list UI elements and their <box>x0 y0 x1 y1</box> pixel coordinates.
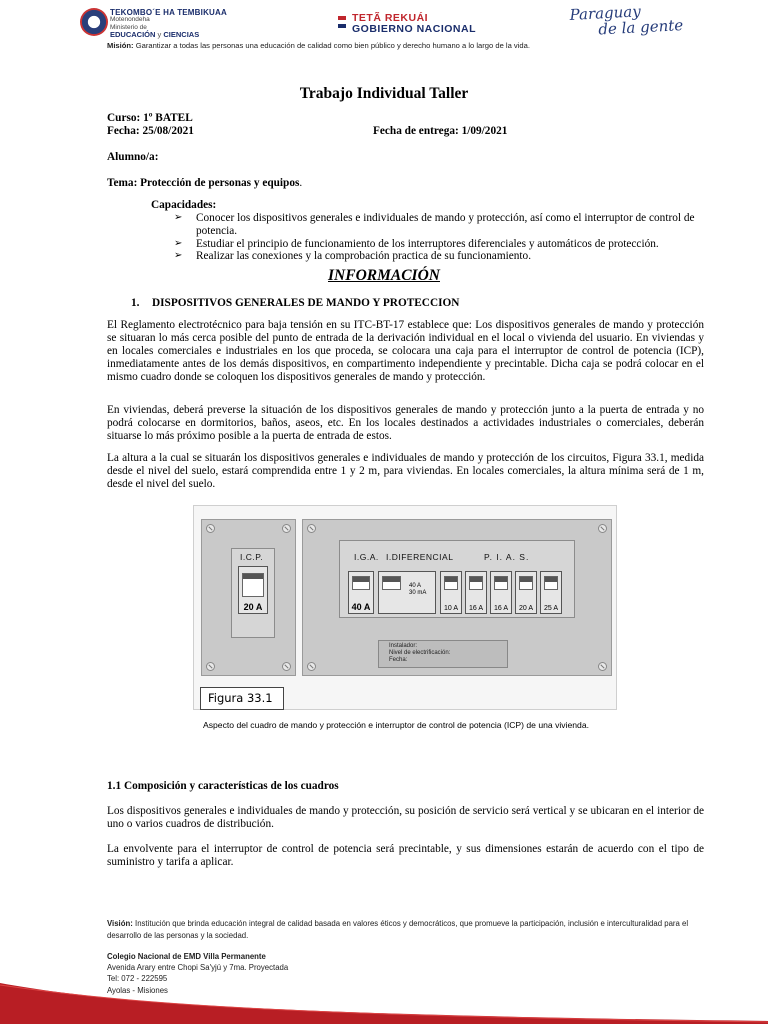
org-line-4-a: EDUCACIÓN <box>110 30 156 39</box>
idif-values <box>409 583 435 597</box>
gov-line-1: TETÃ REKUÁI <box>352 12 429 24</box>
iga-label: I.G.A. <box>354 552 379 562</box>
screw-icon <box>307 662 316 671</box>
pia-value: 16 A <box>468 605 483 612</box>
pia-breaker <box>440 571 462 614</box>
mision-label: Misión: <box>107 41 134 50</box>
brand-line-1: Paraguay <box>569 2 642 24</box>
org-line-1: TEKOMBO´E HA TEMBIKUAA <box>110 8 227 17</box>
idif-value-1: 40 A <box>409 583 422 589</box>
screw-icon <box>206 662 215 671</box>
pias-label: P. I. A. S. <box>484 552 530 562</box>
arrow-bullet-icon: ➢ <box>174 237 183 249</box>
breaker-switch-icon <box>444 576 458 590</box>
school-phone: Tel: 072 - 222595 <box>107 974 168 984</box>
icp-value: 20 A <box>243 602 263 612</box>
icp-label: I.C.P. <box>240 552 264 562</box>
alumno-line: Alumno/a: <box>107 151 159 163</box>
section-1-1-heading: 1.1 Composición y características de los cuadros <box>107 780 339 792</box>
red-swoosh-decoration <box>0 975 768 1024</box>
flag-icon <box>338 16 346 28</box>
section-1-heading <box>131 297 459 309</box>
ministry-logo-text <box>110 9 227 39</box>
pia-breaker <box>490 571 512 614</box>
capacidades-list <box>174 212 714 263</box>
breaker-row <box>339 540 575 618</box>
paragraph-5: La envolvente para el interruptor de control de potencia será precintable, y sus dimensiones estarán de acuerdo con el tipo de suministro y tarifa a aplicar. <box>107 843 704 868</box>
arrow-bullet-icon: ➢ <box>174 250 183 262</box>
org-line-4 <box>110 31 227 39</box>
breaker-switch-icon <box>494 576 508 590</box>
screw-icon <box>282 524 291 533</box>
government-logo-text <box>352 13 476 34</box>
capacidad-text: Realizar las conexiones y la comprobación practica de su funcionamiento. <box>196 250 532 263</box>
pia-value: 10 A <box>443 605 458 612</box>
capacidad-text: Conocer los dispositivos generales e individuales de mando y protección, así como el interruptor de control de potencia. <box>196 212 695 237</box>
school-name: Colegio Nacional de EMD Villa Permanente <box>107 952 266 961</box>
section-title: DISPOSITIVOS GENERALES DE MANDO Y PROTECCION <box>152 297 460 309</box>
note-line-2: Nivel de electrificación: <box>389 650 451 656</box>
screw-icon <box>282 662 291 671</box>
document-title: Trabajo Individual Taller <box>299 85 469 102</box>
breaker-switch-icon <box>242 573 264 597</box>
fecha-line: Fecha: 25/08/2021 <box>107 125 194 137</box>
figure-label: Figura 33.1 <box>200 687 284 710</box>
iga-breaker <box>348 571 374 614</box>
pia-value: 25 A <box>543 605 558 612</box>
informacion-heading: INFORMACIÓN <box>328 267 440 284</box>
breaker-switch-icon <box>352 576 370 590</box>
pia-value: 16 A <box>493 605 508 612</box>
tema-end: . <box>299 177 303 189</box>
breaker-switch-icon <box>519 576 533 590</box>
school-city: Ayolas - Misiones <box>107 985 168 995</box>
list-item <box>174 238 714 251</box>
mision-text: Garantizar a todas las personas una educación de calidad como bien público y derecho humano a lo largo de la vida. <box>133 41 530 50</box>
fecha-entrega-line: Fecha de entrega: 1/09/2021 <box>373 125 508 137</box>
pia-breaker <box>515 571 537 614</box>
paraguay-brand-logo <box>569 2 683 39</box>
paragraph-1: El Reglamento electrotécnico para baja tensión en su ITC-BT-17 establece que: Los dispositivos generales de mando y protección se situaran lo más cerca posible del punto de entrada de la derivación individual en el local o vivienda del usuario. En viviendas y en locales comerciales e industriales en los que proceda, se colocara una caja para el interruptor de control de potencia (ICP), inmediatamente antes de los demás dispositivos, en compartimento independiente y precintable. Dicha caja se podrá colocar en el mismo cuadro donde se coloquen los dispositivos generales de mando y protección. <box>107 319 704 383</box>
curso-line: Curso: 1º BATEL <box>107 112 193 124</box>
pia-value: 20 A <box>518 605 533 612</box>
installer-note-plate <box>378 640 508 668</box>
page-header <box>0 0 768 56</box>
screw-icon <box>206 524 215 533</box>
tema-line <box>107 177 302 190</box>
pia-breaker <box>465 571 487 614</box>
paragraph-2: En viviendas, deberá preverse la situación de los dispositivos generales de mando y protección junto a la puerta de entrada y no podrá colocarse en dormitorios, baños, aseos, etc. En los locales destinados a actividades industriales o comerciales, deberán situarse lo más próximo posible a la puerta de entrada de estos. <box>107 404 704 442</box>
iga-value: 40 A <box>351 602 371 612</box>
note-line-3: Fecha: <box>389 657 408 663</box>
breaker-switch-icon <box>469 576 483 590</box>
gov-line-2: GOBIERNO NACIONAL <box>352 22 476 35</box>
figure-33-1 <box>193 505 617 710</box>
mision-statement <box>107 41 530 50</box>
idif-value-2: 30 mA <box>409 590 427 596</box>
brand-line-2: de la gente <box>597 15 684 39</box>
figure-caption: Aspecto del cuadro de mando y protección e interruptor de control de potencia (ICP) de una vivienda. <box>203 720 589 730</box>
screw-icon <box>598 662 607 671</box>
org-line-4-c: CIENCIAS <box>163 30 200 39</box>
vision-text: Institución que brinda educación integral de calidad basada en valores éticos y democráticos, que promueve la participación, inclusión e interculturalidad para el desarrollo de las personas y la sociedad. <box>107 919 689 940</box>
screw-icon <box>307 524 316 533</box>
list-item <box>174 250 714 263</box>
idif-label: I.DIFERENCIAL <box>386 552 454 562</box>
idif-breaker <box>378 571 436 614</box>
org-line-2: Motenondeha <box>110 16 150 23</box>
org-line-3: Ministerio de <box>110 23 147 31</box>
breaker-switch-icon <box>544 576 558 590</box>
pia-breaker <box>540 571 562 614</box>
capacidad-text: Estudiar el principio de funcionamiento de los interruptores diferenciales y automáticos de protección. <box>196 237 659 250</box>
paragraph-3: La altura a la cual se situarán los dispositivos generales e individuales de mando y protección de los circuitos, Figura 33.1, medida desde el nivel del suelo, estará comprendida entre 1 y 2 m, para viviendas. En locales comerciales, la altura mínima será de 1 m, desde el nivel del suelo. <box>107 452 704 490</box>
icp-panel <box>201 519 296 676</box>
section-number: 1. <box>131 297 140 309</box>
capacidades-label: Capacidades: <box>151 199 217 211</box>
icp-box <box>231 548 275 638</box>
arrow-bullet-icon: ➢ <box>174 212 183 223</box>
note-line-1: Instalador: <box>389 643 418 649</box>
ministry-seal-icon <box>80 8 108 36</box>
icp-breaker <box>238 566 268 614</box>
org-line-4-b: y <box>157 30 162 39</box>
list-item <box>174 212 714 238</box>
screw-icon <box>598 524 607 533</box>
vision-label: Visión: <box>107 919 133 928</box>
paragraph-4: Los dispositivos generales e individuales de mando y protección, su posición de servicio será vertical y se ubicaran en el interior de uno o varios cuadros de distribución. <box>107 805 704 830</box>
tema-label: Tema: Protección de personas y equipos <box>107 177 300 189</box>
school-address: Avenida Arary entre Chopi Sa'yjú y 7ma. Proyectada <box>107 963 289 973</box>
breaker-switch-icon <box>382 576 401 590</box>
vision-statement <box>107 918 707 941</box>
